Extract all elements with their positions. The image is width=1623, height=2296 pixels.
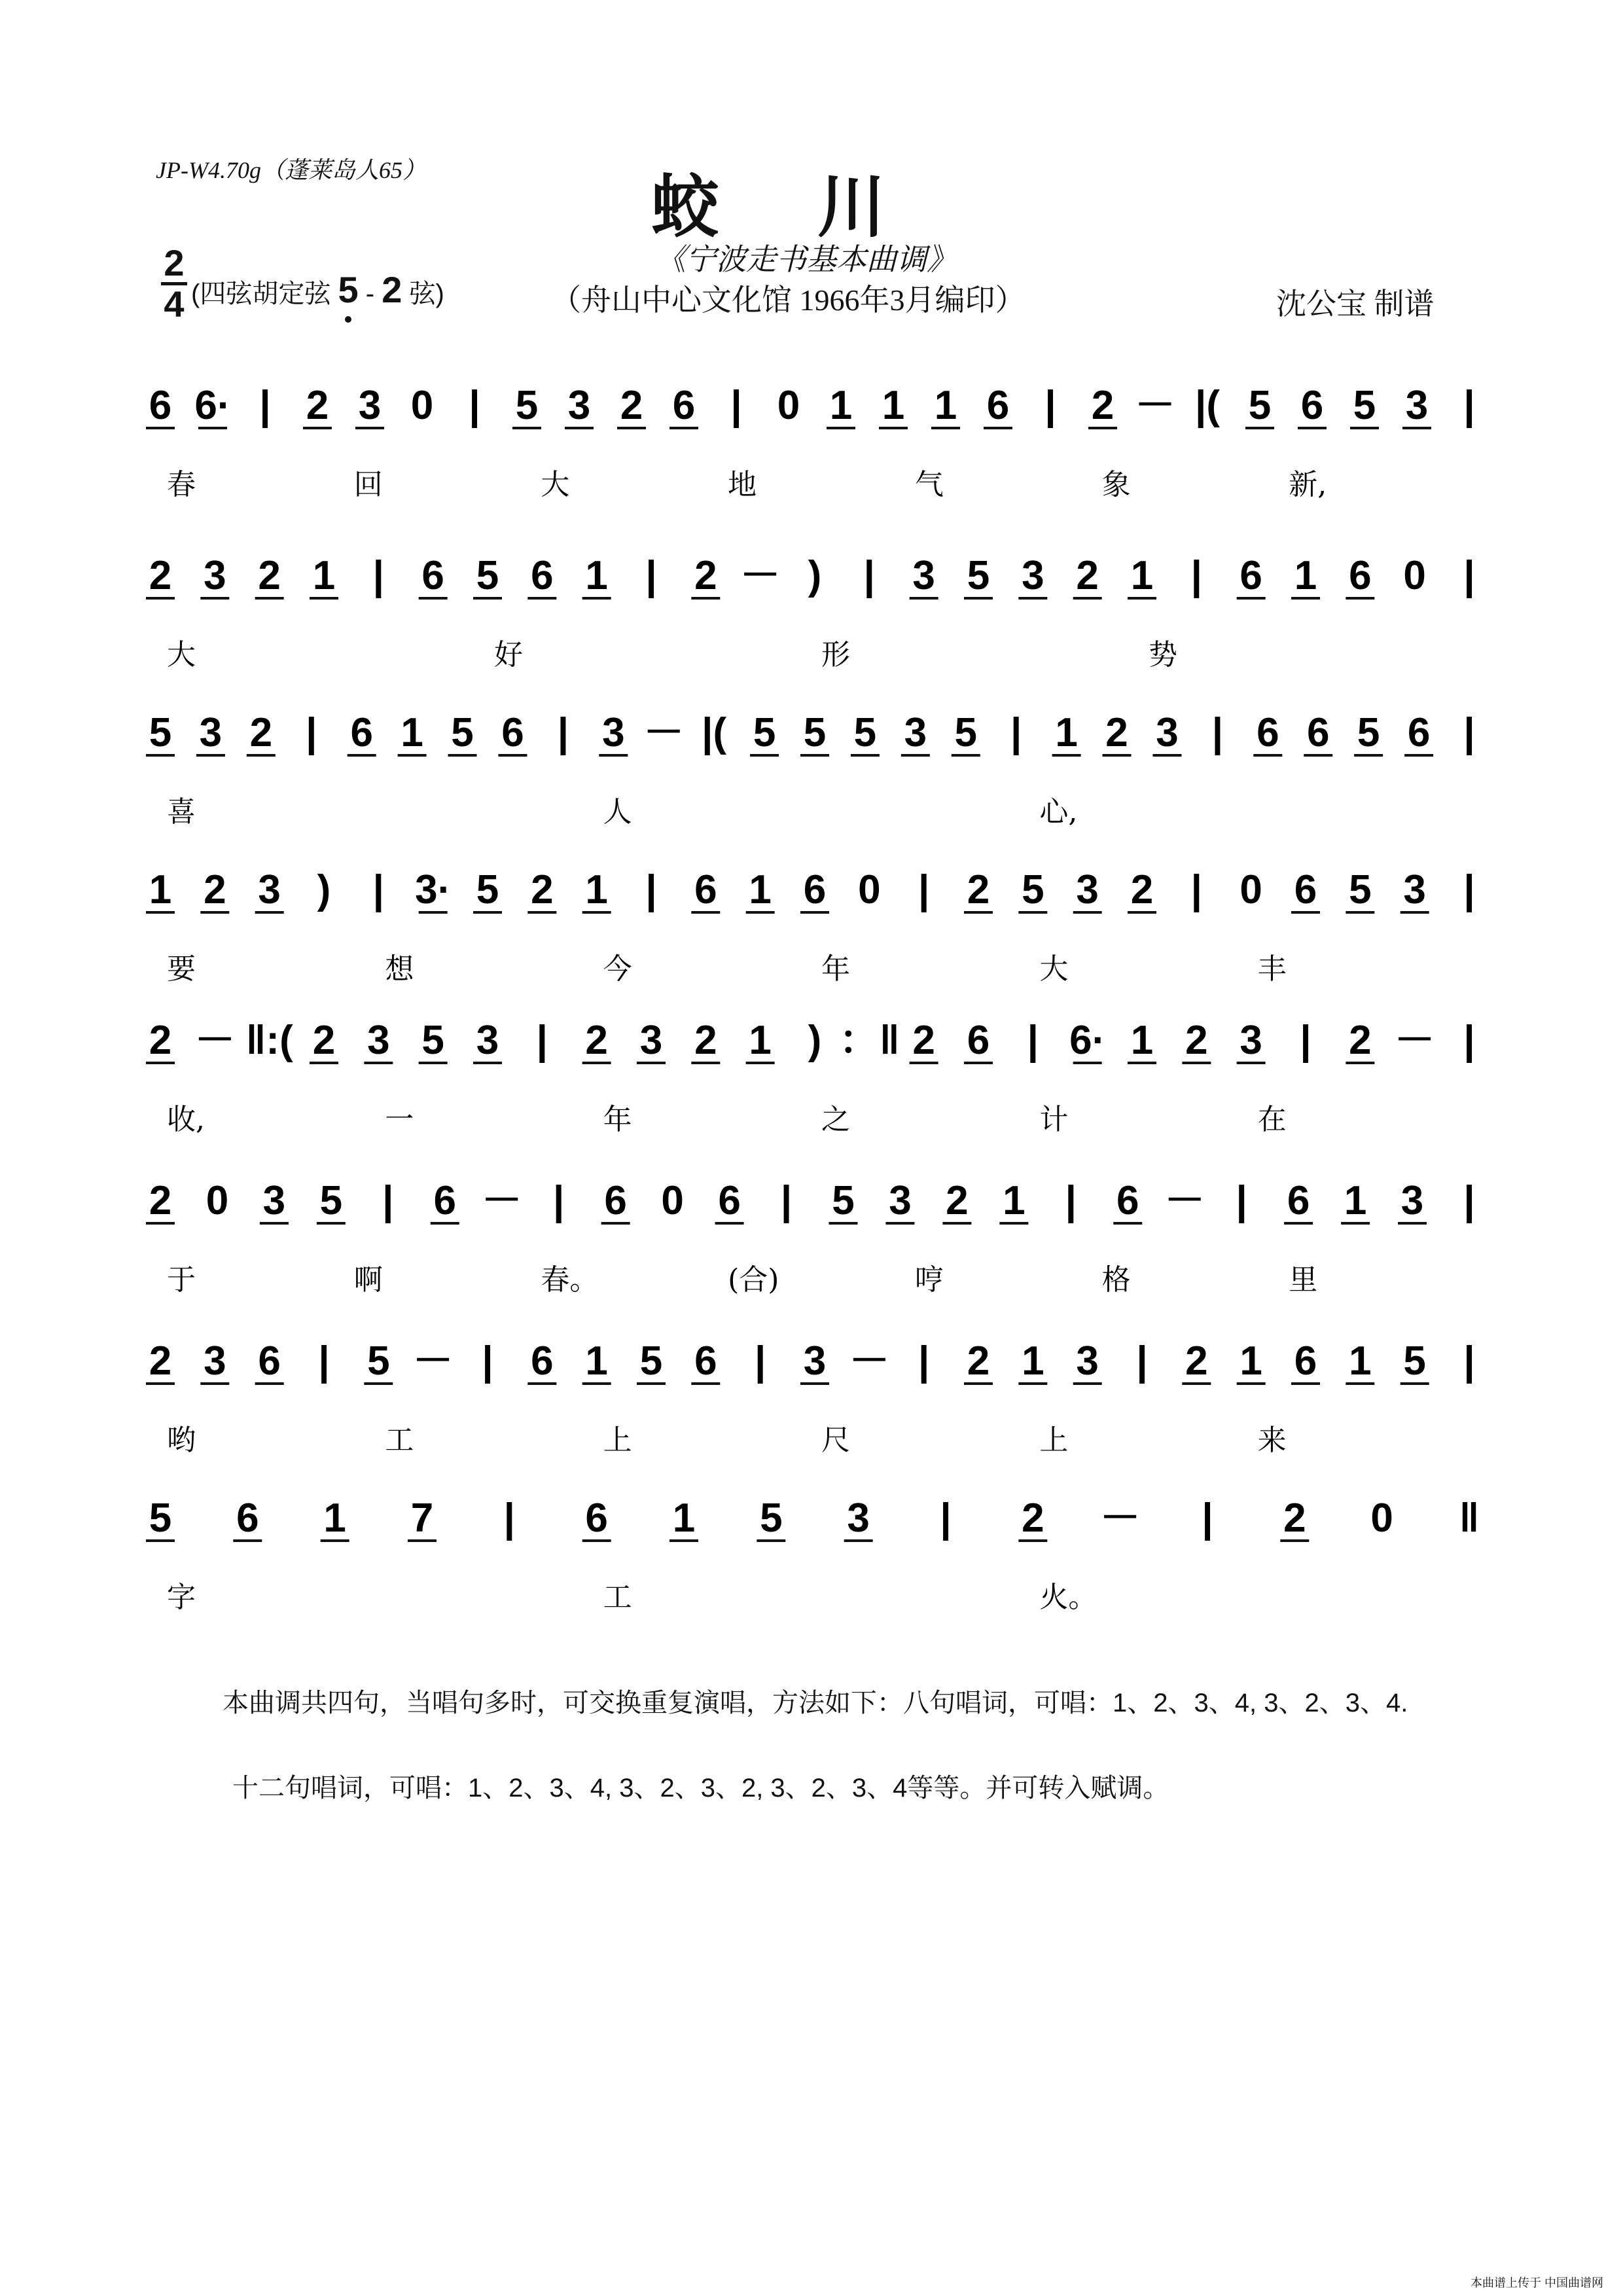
score-note: 6 (718, 1178, 741, 1223)
score-note: 0 (777, 383, 800, 428)
score-note: 3 (803, 1338, 827, 1384)
lyric-char: 形 (821, 638, 850, 672)
score-note: 2 (620, 383, 643, 428)
score-note: 6 (672, 383, 696, 428)
score-note: 2 (1185, 1018, 1208, 1063)
score-note: 5 (639, 1338, 663, 1384)
score-note: 2 (946, 1178, 969, 1223)
lyric-char: 尺 (821, 1424, 850, 1457)
score-note: － (194, 1018, 236, 1063)
score-note: | (482, 1338, 493, 1384)
score-note: 5 (451, 710, 474, 755)
score-note: | (1044, 383, 1056, 428)
score-note: | (1300, 1018, 1311, 1063)
score-note: 3 (912, 553, 935, 598)
score-note: 6 (585, 1496, 608, 1541)
score-note: 5 (476, 553, 499, 598)
performance-note-1: 本曲调共四句，当唱句多时，可交换重复演唱，方法如下：八句唱词，可唱：1、2、3、4, 3、2、3、4. (223, 1689, 1408, 1717)
lyric-char: (合) (728, 1263, 779, 1297)
score-note: 6· (1069, 1018, 1106, 1063)
score-note: 1 (1349, 1338, 1372, 1384)
lyric-char: 年 (821, 952, 850, 986)
score-note: 1 (749, 867, 772, 912)
score-note: 3 (476, 1018, 499, 1063)
score-note: 1 (585, 1338, 608, 1384)
score-note: 1 (149, 867, 172, 912)
score-note: 7 (410, 1496, 434, 1541)
source-line: （舟山中心文化馆 1966年3月编印） (551, 283, 1026, 317)
tuning-prefix: (四弦胡定弦 (191, 279, 331, 308)
score-note: 1 (829, 383, 853, 428)
score-note: 3 (262, 1178, 286, 1223)
score-note: | (1190, 553, 1203, 598)
score-note: 5 (149, 1496, 172, 1541)
score-note: 6 (1407, 710, 1431, 755)
score-note: － (481, 1178, 522, 1223)
score-note: | (918, 1338, 930, 1384)
score-note: | (863, 553, 876, 598)
score-note: | (780, 1178, 793, 1223)
score-note: 5 (421, 1018, 444, 1063)
score-note: 1 (312, 553, 336, 598)
score-note: |( (702, 710, 727, 755)
score-note: 3 (204, 553, 226, 598)
score-note: | (1463, 1338, 1475, 1384)
score-note: 3 (847, 1496, 870, 1541)
score-note: 5 (1403, 1338, 1426, 1384)
score-note: 6 (531, 553, 554, 598)
footer-credit: 本曲谱上传于 中国曲谱网 (1471, 2276, 1603, 2289)
score-note: 6 (1116, 1178, 1139, 1223)
score-note: － (740, 553, 781, 598)
score-note: 6 (531, 1338, 554, 1384)
score-note: | (469, 383, 480, 428)
lyric-char: 火。 (1039, 1581, 1097, 1614)
score-note: 5 (149, 710, 172, 755)
score-note: | (372, 867, 385, 912)
score-note: 5 (367, 1338, 390, 1384)
score-note: 5 (515, 383, 539, 428)
score-note: | (940, 1496, 952, 1541)
lyric-char: 大 (167, 638, 196, 672)
score-note: ‖:( (245, 1018, 293, 1063)
score-note: 6 (1294, 1338, 1317, 1384)
score-note: | (536, 1018, 548, 1063)
lyric-char: 格 (1101, 1263, 1131, 1297)
score-note: 6 (803, 867, 827, 912)
score-note: － (643, 710, 685, 755)
score-note: 3 (567, 383, 591, 428)
score-note: 5 (803, 710, 827, 755)
score-note: － (1164, 1178, 1205, 1223)
lyric-char: 心, (1039, 795, 1078, 829)
score-note: ：‖ (838, 1018, 900, 1063)
score-note: 2 (585, 1018, 608, 1063)
score-note: 2 (1130, 867, 1154, 912)
score-note: 3· (415, 867, 452, 912)
score-note: 2 (912, 1018, 935, 1063)
score-note: 6 (1294, 867, 1317, 912)
score-note: | (918, 867, 930, 912)
lyric-char: 字 (167, 1581, 196, 1614)
score-note: | (1211, 710, 1224, 755)
score-note: 6 (350, 710, 373, 755)
score-note: 3 (1240, 1018, 1262, 1063)
tuning-note-b: 2 (382, 269, 402, 310)
score-note: 5 (853, 710, 877, 755)
score-note: 3 (889, 1178, 912, 1223)
score-note: 3 (1022, 553, 1044, 598)
score-note: － (1134, 383, 1176, 428)
score-note: | (645, 867, 657, 912)
score-note: 2 (967, 1338, 990, 1384)
score-note: 6 (501, 710, 524, 755)
score-note: 2 (149, 553, 172, 598)
score-note: 1 (882, 383, 905, 428)
score-note: 6 (1306, 710, 1330, 755)
score-note: 2 (531, 867, 554, 912)
score-note: | (1463, 1178, 1475, 1223)
score-note: 5 (476, 867, 499, 912)
score-note: 3 (367, 1018, 390, 1063)
score-note: | (318, 1338, 330, 1384)
score-note: 3 (1400, 1178, 1424, 1223)
score-note: 2 (149, 1018, 172, 1063)
score-note: | (730, 383, 742, 428)
lyric-char: 新, (1289, 468, 1327, 501)
score-note: 2 (694, 553, 717, 598)
score-note: 2 (258, 553, 281, 598)
score-note: | (1463, 867, 1475, 912)
score-note: 6 (236, 1496, 259, 1541)
score-note: 2 (694, 1018, 717, 1063)
score-note: 1 (1022, 1338, 1044, 1384)
score-note: 6 (1240, 553, 1262, 598)
score-note: 1 (934, 383, 957, 428)
score-note: 0 (1403, 553, 1426, 598)
score-note: 5 (1349, 867, 1372, 912)
score-note: 6 (694, 1338, 717, 1384)
score-note: 2 (967, 867, 990, 912)
score-note: 1 (1003, 1178, 1026, 1223)
score-note: 2 (1091, 383, 1115, 428)
lyric-char: 势 (1149, 638, 1177, 672)
score-note: | (1190, 867, 1203, 912)
score-note: － (1099, 1496, 1141, 1541)
lyric-char: 上 (603, 1424, 632, 1457)
score-note: 0 (205, 1178, 229, 1223)
score-note: 6 (986, 383, 1010, 428)
score-note: 5 (1248, 383, 1272, 428)
score-note: 2 (1283, 1496, 1306, 1541)
score-note: 6 (967, 1018, 990, 1063)
score-note: 1 (672, 1496, 696, 1541)
score-note: 1 (585, 553, 608, 598)
lyric-char: 大 (541, 468, 570, 501)
score-note: | (372, 553, 385, 598)
score-note: ) (808, 553, 822, 598)
score-note: ) (808, 1018, 822, 1063)
score-note: 1 (585, 867, 608, 912)
score-note: 6 (1257, 710, 1279, 755)
score-note: ) (317, 867, 331, 912)
time-bottom: 4 (164, 283, 185, 325)
lyric-char: 想 (385, 952, 414, 986)
score-note: | (382, 1178, 394, 1223)
lyric-char: 大 (1039, 952, 1069, 986)
score-note: 3 (204, 1338, 226, 1384)
score-note: | (557, 710, 569, 755)
score-note: 6 (1349, 553, 1372, 598)
lyric-char: 春 (167, 468, 196, 501)
score-note: 1 (1130, 1018, 1154, 1063)
score-note: 3 (904, 710, 927, 755)
lyric-char: 于 (167, 1263, 196, 1297)
score-note: 1 (1130, 553, 1154, 598)
score-note: 6 (694, 867, 717, 912)
lyric-char: 地 (728, 468, 757, 501)
lyric-char: 计 (1039, 1103, 1069, 1136)
score-note: 5 (319, 1178, 343, 1223)
lyric-char: 回 (353, 468, 383, 501)
score-note: 3 (1405, 383, 1429, 428)
score-note: 5 (967, 553, 990, 598)
lyric-char: 春。 (541, 1263, 599, 1297)
performance-note-2: 十二句唱词，可唱：1、2、3、4, 3、2、3、2, 3、2、3、4等等。并可转入赋调。 (232, 1774, 1169, 1803)
lyric-char: 哟 (167, 1424, 196, 1457)
score-note: | (1463, 553, 1475, 598)
score-note: 6 (149, 383, 172, 428)
lyric-char: 气 (914, 468, 944, 501)
score-note: 3 (1403, 867, 1426, 912)
score-note: | (1136, 1338, 1148, 1384)
lyric-char: 年 (603, 1103, 632, 1136)
lyric-char: 今 (603, 952, 632, 986)
score-note: | (306, 710, 317, 755)
score-note: 3 (258, 867, 281, 912)
score-note: 5 (832, 1178, 855, 1223)
score-note: 0 (1370, 1496, 1393, 1541)
score-note: | (1463, 383, 1475, 428)
score-note: 6 (421, 553, 444, 598)
score-note: 1 (1294, 553, 1317, 598)
score-note: |( (1195, 383, 1220, 428)
lyric-char: 来 (1257, 1424, 1287, 1457)
score-note: 2 (149, 1178, 172, 1223)
tuning-suffix: 弦) (409, 279, 444, 308)
score-note: 2 (249, 710, 273, 755)
lyric-char: 好 (494, 638, 523, 672)
score-note: 2 (1076, 553, 1099, 598)
score-note: 2 (1185, 1338, 1208, 1384)
score-note: | (553, 1178, 565, 1223)
score-note: | (503, 1496, 516, 1541)
score-note: 6 (604, 1178, 627, 1223)
score-note: 3 (1076, 867, 1099, 912)
lyric-char: 象 (1101, 468, 1131, 501)
score-note: | (1202, 1496, 1213, 1541)
lyric-char: 工 (385, 1424, 414, 1457)
tuning-note-a: 5 (338, 269, 359, 310)
score-note: 3 (1156, 710, 1179, 755)
score-note: 1 (1344, 1178, 1367, 1223)
score-note: 5 (1353, 383, 1376, 428)
lyric-char: 上 (1039, 1424, 1069, 1457)
lyric-char: 丰 (1257, 952, 1287, 986)
score-code: JP-W4.70g（蓬莱岛人65） (156, 157, 426, 183)
subtitle: 《宁波走书基本曲调》 (656, 243, 957, 276)
page-title: 蛟川 (651, 166, 984, 247)
score-note: 0 (858, 867, 881, 912)
score-note: ‖ (1459, 1496, 1480, 1541)
score-note: 3 (602, 710, 625, 755)
score-note: 2 (149, 1338, 172, 1384)
lyric-char: 人 (603, 795, 632, 829)
score-note: 1 (1055, 710, 1078, 755)
lyric-char: 一 (385, 1103, 414, 1136)
time-top: 2 (164, 242, 185, 283)
score-note: | (1027, 1018, 1039, 1063)
lyric-char: 工 (603, 1581, 632, 1614)
score-note: 6 (433, 1178, 457, 1223)
score-note: 5 (1022, 867, 1044, 912)
score-note: 6 (258, 1338, 281, 1384)
lyric-char: 喜 (167, 795, 196, 829)
score-note: － (1394, 1018, 1435, 1063)
score-note: 2 (1349, 1018, 1372, 1063)
score-note: 5 (954, 710, 978, 755)
score-note: | (1065, 1178, 1077, 1223)
score-note: | (754, 1338, 766, 1384)
score-note: | (1463, 710, 1475, 755)
score-note: 2 (1022, 1496, 1044, 1541)
score-note: 5 (753, 710, 776, 755)
score-note: 3 (358, 383, 382, 428)
score-note: 2 (204, 867, 226, 912)
lyric-char: 里 (1289, 1263, 1318, 1297)
lyric-char: 在 (1257, 1103, 1287, 1136)
score-note: 5 (760, 1496, 783, 1541)
score-note: 6· (194, 383, 231, 428)
score-note: | (1010, 710, 1022, 755)
score-note: | (645, 553, 657, 598)
score-note: 2 (1105, 710, 1128, 755)
score-note: 5 (1357, 710, 1380, 755)
lyric-char: 要 (167, 952, 196, 986)
score-note: | (1236, 1178, 1247, 1223)
score-note: 0 (410, 383, 434, 428)
score-note: － (412, 1338, 454, 1384)
lyric-char: 收, (167, 1103, 205, 1136)
tuning-sep: - (365, 279, 375, 308)
lyric-char: 哼 (914, 1263, 944, 1297)
score-note: 0 (1240, 867, 1262, 912)
score-note: | (1463, 1018, 1475, 1063)
score-note: 6 (1287, 1178, 1310, 1223)
score-note: 0 (661, 1178, 684, 1223)
score-note: | (259, 383, 271, 428)
score-note: 3 (1076, 1338, 1099, 1384)
composer: 沈公宝 制谱 (1276, 287, 1435, 321)
score-note: 3 (199, 710, 223, 755)
lyric-char: 啊 (353, 1263, 383, 1297)
score-note: 1 (323, 1496, 346, 1541)
score-note: 3 (639, 1018, 663, 1063)
score-note: 1 (749, 1018, 772, 1063)
score-note: － (849, 1338, 890, 1384)
score-note: 1 (401, 710, 423, 755)
score-note: 2 (312, 1018, 336, 1063)
score-note: 2 (306, 383, 329, 428)
score-note: 1 (1240, 1338, 1262, 1384)
lyric-char: 之 (821, 1103, 850, 1136)
score-note: 6 (1300, 383, 1324, 428)
